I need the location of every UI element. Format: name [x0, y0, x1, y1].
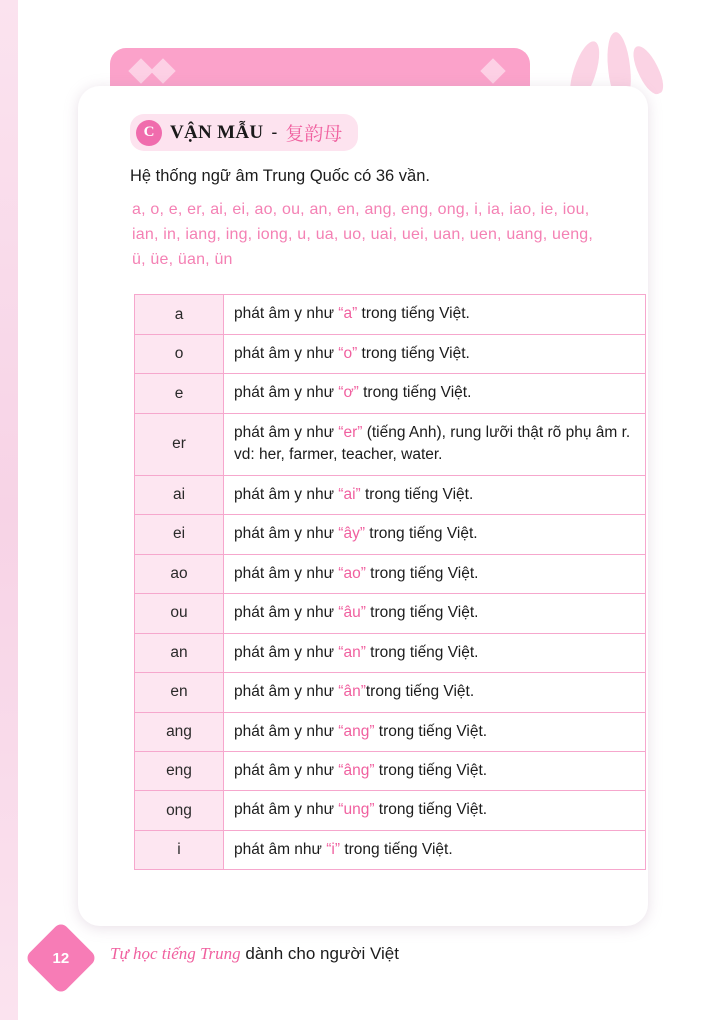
vowel-description — [224, 791, 646, 830]
footer-title-accent: Tự học tiếng Trung — [110, 944, 241, 963]
desc-suffix: trong tiếng Việt. — [365, 643, 479, 661]
pronunciation-table-body — [135, 295, 646, 870]
vowel-description — [224, 334, 646, 373]
footer-title — [110, 944, 399, 964]
desc-prefix: phát âm y như — [234, 305, 339, 323]
desc-suffix: trong tiếng Việt. — [374, 801, 488, 819]
desc-prefix: phát âm y như — [234, 344, 339, 362]
desc-prefix: phát âm y như — [234, 525, 339, 543]
table-row — [135, 515, 646, 554]
desc-suffix: trong tiếng Việt. — [374, 722, 488, 740]
table-row — [135, 475, 646, 514]
table-row — [135, 673, 646, 712]
desc-quote: “âu” — [338, 604, 366, 622]
vowel-key: ong — [135, 791, 224, 830]
footer-title-rest: dành cho người Việt — [240, 944, 399, 963]
desc-prefix: phát âm y như — [234, 384, 339, 402]
table-row — [135, 712, 646, 751]
desc-quote: “ung” — [338, 801, 375, 819]
desc-quote: “ao” — [338, 564, 366, 582]
vowel-description — [224, 475, 646, 514]
desc-quote: “âng” — [338, 762, 375, 780]
section-heading — [130, 114, 358, 151]
section-title-dash: - — [271, 122, 278, 142]
desc-suffix: (tiếng Anh), rung lưỡi thật rõ phụ âm r. vd: her, farmer, teacher, water. — [234, 423, 631, 464]
desc-quote: “ân” — [338, 683, 366, 701]
desc-suffix: trong tiếng Việt. — [360, 485, 474, 503]
section-title-chinese: 复韵母 — [285, 124, 343, 145]
vowel-description — [224, 374, 646, 413]
desc-prefix: phát âm y như — [234, 643, 339, 661]
desc-quote: “er” — [338, 423, 363, 441]
desc-suffix: trong tiếng Việt. — [365, 525, 478, 543]
desc-suffix: trong tiếng Việt. — [358, 384, 472, 402]
desc-suffix: trong tiếng Việt. — [357, 305, 470, 323]
pronunciation-table — [134, 294, 646, 870]
vowel-key: an — [135, 633, 224, 672]
desc-quote: “ang” — [338, 722, 375, 740]
table-row — [135, 791, 646, 830]
page-number: 12 — [52, 949, 70, 967]
table-row — [135, 413, 646, 475]
vowel-key: ang — [135, 712, 224, 751]
vowel-key: ou — [135, 594, 224, 633]
table-row — [135, 374, 646, 413]
desc-suffix: trong tiếng Việt. — [365, 683, 475, 701]
vowel-key: i — [135, 830, 224, 869]
desc-suffix: trong tiếng Việt. — [357, 344, 470, 362]
desc-quote: “i” — [326, 840, 341, 858]
table-row — [135, 295, 646, 334]
desc-quote: “ơ” — [338, 384, 359, 402]
table-row — [135, 752, 646, 791]
vowel-key: a — [135, 295, 224, 334]
desc-suffix: trong tiếng Việt. — [365, 564, 479, 582]
vowel-description — [224, 633, 646, 672]
intro-paragraph: Hệ thống ngữ âm Trung Quốc có 36 vần. — [130, 167, 430, 185]
vowel-description — [224, 712, 646, 751]
desc-quote: “ai” — [338, 485, 361, 503]
vowel-description — [224, 413, 646, 475]
page-footer — [30, 930, 690, 990]
vowel-key: e — [135, 374, 224, 413]
vowel-description — [224, 594, 646, 633]
desc-prefix: phát âm y như — [234, 683, 339, 701]
vowel-key: er — [135, 413, 224, 475]
table-row — [135, 554, 646, 593]
desc-prefix: phát âm y như — [234, 801, 339, 819]
page-left-decoration — [0, 0, 18, 1020]
page-number-badge — [24, 921, 98, 995]
diamond-icon — [150, 58, 175, 83]
desc-quote: “a” — [338, 305, 358, 323]
desc-quote: “ây” — [338, 525, 365, 543]
desc-quote: “an” — [338, 643, 366, 661]
table-row — [135, 594, 646, 633]
desc-prefix: phát âm y như — [234, 485, 339, 503]
desc-prefix: phát âm y như — [234, 762, 339, 780]
desc-prefix: phát âm y như — [234, 423, 339, 441]
vowel-list: a, o, e, er, ai, ei, ao, ou, an, en, ang, eng, ong, i, ia, iao, ie, iou, ian, in, iang, ing, iong, u, ua, uo, uai, uei, uan, uen, uang, ueng, ü, üe, üan, ün — [132, 201, 594, 268]
table-row — [135, 334, 646, 373]
vowel-description — [224, 830, 646, 869]
vowel-description — [224, 295, 646, 334]
content-card — [78, 86, 648, 926]
section-title: VẬN MẪU — [170, 121, 264, 143]
vowel-key: ei — [135, 515, 224, 554]
desc-prefix: phát âm như — [234, 840, 327, 858]
diamond-icon — [480, 58, 505, 83]
vowel-key: o — [135, 334, 224, 373]
vowel-key: ai — [135, 475, 224, 514]
vowel-key: eng — [135, 752, 224, 791]
desc-prefix: phát âm y như — [234, 564, 339, 582]
vowel-description — [224, 673, 646, 712]
vowel-description — [224, 752, 646, 791]
table-row — [135, 633, 646, 672]
vowel-key: en — [135, 673, 224, 712]
desc-suffix: trong tiếng Việt. — [340, 840, 453, 858]
desc-suffix: trong tiếng Việt. — [365, 604, 479, 622]
desc-prefix: phát âm y như — [234, 604, 339, 622]
desc-prefix: phát âm y như — [234, 722, 339, 740]
vowel-description — [224, 554, 646, 593]
section-letter-badge: C — [136, 120, 162, 146]
vowel-key: ao — [135, 554, 224, 593]
desc-quote: “o” — [338, 344, 358, 362]
desc-suffix: trong tiếng Việt. — [374, 762, 488, 780]
vowel-description — [224, 515, 646, 554]
table-row — [135, 830, 646, 869]
